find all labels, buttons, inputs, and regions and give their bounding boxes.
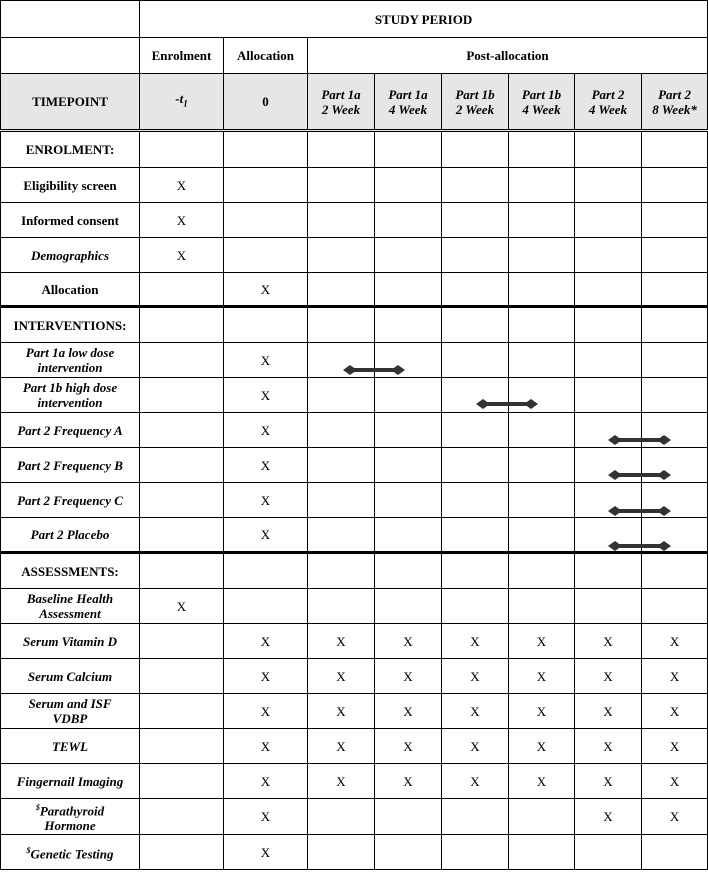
row-label: Part 1b high dose intervention <box>1 378 140 413</box>
schedule-cell <box>442 343 509 378</box>
schedule-cell: X <box>308 764 375 799</box>
schedule-cell <box>375 168 442 203</box>
schedule-cell <box>442 238 509 273</box>
schedule-cell <box>575 835 642 870</box>
schedule-cell <box>642 238 708 273</box>
schedule-cell <box>642 483 708 518</box>
row-label: Serum Calcium <box>1 659 140 694</box>
schedule-cell <box>308 378 375 413</box>
schedule-cell <box>575 238 642 273</box>
schedule-cell: X <box>575 694 642 729</box>
schedule-cell <box>442 378 509 413</box>
schedule-cell: X <box>575 624 642 659</box>
schedule-cell <box>308 448 375 483</box>
schedule-cell <box>575 343 642 378</box>
schedule-cell <box>224 203 308 238</box>
schedule-cell: X <box>224 343 308 378</box>
schedule-cell: X <box>509 764 575 799</box>
schedule-cell <box>642 203 708 238</box>
schedule-cell <box>442 518 509 553</box>
schedule-cell <box>509 835 575 870</box>
row-label: TEWL <box>1 729 140 764</box>
study-period-header: STUDY PERIOD <box>140 1 708 38</box>
schedule-cell <box>308 589 375 624</box>
schedule-cell: X <box>224 483 308 518</box>
schedule-cell: X <box>509 729 575 764</box>
schedule-row <box>1 799 708 835</box>
row-label: Baseline Health Assessment <box>1 589 140 624</box>
schedule-cell <box>442 413 509 448</box>
schedule-cell: X <box>224 378 308 413</box>
schedule-cell <box>140 483 224 518</box>
schedule-row <box>1 694 708 729</box>
schedule-cell: X <box>308 694 375 729</box>
row-label: Allocation <box>1 273 140 307</box>
section-label-interventions: INTERVENTIONS: <box>1 307 140 343</box>
schedule-cell <box>375 589 442 624</box>
schedule-cell <box>442 835 509 870</box>
schedule-cell <box>575 273 642 307</box>
schedule-cell: X <box>442 729 509 764</box>
schedule-cell <box>140 273 224 307</box>
schedule-cell: X <box>509 694 575 729</box>
schedule-cell: X <box>375 764 442 799</box>
schedule-cell: X <box>375 659 442 694</box>
schedule-row <box>1 729 708 764</box>
schedule-cell <box>509 448 575 483</box>
schedule-cell: X <box>442 694 509 729</box>
timepoint-visit: Part 2 8 Week* <box>642 74 708 131</box>
schedule-row <box>1 273 708 307</box>
schedule-cell <box>642 589 708 624</box>
schedule-cell <box>442 483 509 518</box>
schedule-cell: X <box>224 518 308 553</box>
schedule-cell: X <box>509 659 575 694</box>
schedule-cell: X <box>224 448 308 483</box>
timepoint-visit: Part 2 4 Week <box>575 74 642 131</box>
schedule-cell: X <box>224 799 308 835</box>
schedule-cell <box>140 378 224 413</box>
schedule-cell <box>140 343 224 378</box>
schedule-cell <box>442 799 509 835</box>
schedule-cell: X <box>224 835 308 870</box>
timepoint-allocation: 0 <box>224 74 308 131</box>
schedule-cell <box>308 238 375 273</box>
schedule-cell <box>375 483 442 518</box>
allocation-header: Allocation <box>224 38 308 74</box>
post-allocation-header: Post-allocation <box>308 38 708 74</box>
schedule-cell: X <box>575 764 642 799</box>
schedule-cell <box>575 168 642 203</box>
schedule-row <box>1 448 708 483</box>
schedule-cell <box>375 273 442 307</box>
timepoint-row <box>1 74 708 131</box>
schedule-cell: X <box>575 659 642 694</box>
row-label: Part 2 Placebo <box>1 518 140 553</box>
schedule-cell <box>308 273 375 307</box>
schedule-row <box>1 764 708 799</box>
schedule-row <box>1 413 708 448</box>
schedule-cell: X <box>224 624 308 659</box>
schedule-cell <box>140 448 224 483</box>
enrolment-header: Enrolment <box>140 38 224 74</box>
schedule-cell <box>642 413 708 448</box>
schedule-cell: X <box>308 659 375 694</box>
schedule-cell <box>509 343 575 378</box>
schedule-cell <box>642 518 708 553</box>
schedule-cell <box>509 238 575 273</box>
header-blank <box>1 38 140 74</box>
schedule-cell <box>509 378 575 413</box>
schedule-cell: X <box>642 729 708 764</box>
schedule-cell: X <box>224 413 308 448</box>
schedule-cell: X <box>642 764 708 799</box>
schedule-cell <box>140 624 224 659</box>
timepoint-label: TIMEPOINT <box>1 74 140 131</box>
row-label: $Parathyroid Hormone <box>1 799 140 835</box>
schedule-cell: X <box>224 273 308 307</box>
schedule-cell <box>642 378 708 413</box>
section-row-enrolment <box>1 131 708 168</box>
schedule-cell <box>375 518 442 553</box>
schedule-cell <box>442 589 509 624</box>
schedule-row <box>1 343 708 378</box>
schedule-cell <box>308 799 375 835</box>
header-blank <box>1 1 140 38</box>
schedule-cell: X <box>224 764 308 799</box>
schedule-cell <box>575 378 642 413</box>
schedule-cell <box>575 448 642 483</box>
schedule-cell <box>509 273 575 307</box>
row-label: Demographics <box>1 238 140 273</box>
schedule-cell <box>308 343 375 378</box>
schedule-cell <box>308 835 375 870</box>
timepoint-visit: Part 1a 4 Week <box>375 74 442 131</box>
schedule-cell: X <box>375 624 442 659</box>
schedule-cell <box>375 799 442 835</box>
schedule-cell: X <box>224 659 308 694</box>
row-label: Part 2 Frequency B <box>1 448 140 483</box>
schedule-cell: X <box>140 168 224 203</box>
schedule-cell <box>140 835 224 870</box>
schedule-cell <box>140 799 224 835</box>
schedule-row <box>1 203 708 238</box>
schedule-cell <box>140 413 224 448</box>
schedule-cell: X <box>575 799 642 835</box>
schedule-cell <box>375 238 442 273</box>
schedule-cell <box>442 448 509 483</box>
row-label: Serum and ISF VDBP <box>1 694 140 729</box>
schedule-cell <box>642 835 708 870</box>
timepoint-visit: Part 1b 4 Week <box>509 74 575 131</box>
row-label: Eligibility screen <box>1 168 140 203</box>
schedule-row <box>1 589 708 624</box>
schedule-row <box>1 378 708 413</box>
schedule-cell: X <box>140 238 224 273</box>
schedule-cell <box>224 589 308 624</box>
schedule-cell <box>509 168 575 203</box>
schedule-cell <box>642 343 708 378</box>
schedule-cell: X <box>642 659 708 694</box>
schedule-row <box>1 659 708 694</box>
schedule-row <box>1 624 708 659</box>
schedule-row <box>1 168 708 203</box>
schedule-cell: X <box>140 589 224 624</box>
schedule-row <box>1 238 708 273</box>
schedule-cell <box>140 764 224 799</box>
schedule-cell <box>642 168 708 203</box>
schedule-cell <box>375 413 442 448</box>
schedule-cell: X <box>642 799 708 835</box>
timepoint-visit: Part 1a 2 Week <box>308 74 375 131</box>
schedule-cell <box>308 518 375 553</box>
schedule-cell <box>224 238 308 273</box>
schedule-cell <box>442 168 509 203</box>
schedule-cell <box>509 483 575 518</box>
schedule-cell <box>140 659 224 694</box>
schedule-cell <box>575 413 642 448</box>
section-row-assessments <box>1 553 708 589</box>
schedule-cell: X <box>375 694 442 729</box>
row-label: Informed consent <box>1 203 140 238</box>
schedule-cell <box>442 273 509 307</box>
schedule-cell <box>308 203 375 238</box>
schedule-cell <box>140 694 224 729</box>
schedule-cell: X <box>442 764 509 799</box>
schedule-cell <box>509 203 575 238</box>
schedule-row <box>1 518 708 553</box>
schedule-cell <box>140 729 224 764</box>
schedule-cell: X <box>509 624 575 659</box>
schedule-cell <box>575 589 642 624</box>
schedule-cell <box>224 168 308 203</box>
row-label: Part 2 Frequency C <box>1 483 140 518</box>
schedule-cell <box>375 203 442 238</box>
schedule-cell: X <box>308 729 375 764</box>
section-row-interventions <box>1 307 708 343</box>
schedule-cell <box>642 273 708 307</box>
schedule-cell <box>509 413 575 448</box>
schedule-cell: X <box>224 729 308 764</box>
schedule-cell: X <box>224 694 308 729</box>
schedule-row <box>1 835 708 870</box>
schedule-cell <box>308 483 375 518</box>
row-label: $Genetic Testing <box>1 835 140 870</box>
timepoint-enrolment: $-t_1$ <box>140 74 224 131</box>
schedule-cell: X <box>642 624 708 659</box>
schedule-row <box>1 483 708 518</box>
schedule-cell <box>375 378 442 413</box>
schedule-cell <box>442 203 509 238</box>
schedule-cell <box>308 168 375 203</box>
schedule-cell <box>575 203 642 238</box>
schedule-cell: X <box>575 729 642 764</box>
schedule-cell <box>509 589 575 624</box>
schedule-cell: X <box>442 659 509 694</box>
schedule-cell: X <box>308 624 375 659</box>
header-row-phases <box>1 38 708 74</box>
schedule-cell: X <box>642 694 708 729</box>
section-label-assessments: ASSESSMENTS: <box>1 553 140 589</box>
schedule-cell <box>308 413 375 448</box>
schedule-cell <box>375 448 442 483</box>
timepoint-visit: Part 1b 2 Week <box>442 74 509 131</box>
schedule-cell: X <box>140 203 224 238</box>
row-label: Part 2 Frequency A <box>1 413 140 448</box>
schedule-cell: X <box>442 624 509 659</box>
schedule-cell <box>140 518 224 553</box>
schedule-cell <box>575 483 642 518</box>
schedule-cell <box>509 518 575 553</box>
schedule-cell <box>509 799 575 835</box>
schedule-cell <box>375 835 442 870</box>
section-label-enrolment: ENROLMENT: <box>1 131 140 168</box>
schedule-cell <box>642 448 708 483</box>
row-label: Fingernail Imaging <box>1 764 140 799</box>
schedule-cell <box>375 343 442 378</box>
schedule-cell: X <box>375 729 442 764</box>
schedule-cell <box>575 518 642 553</box>
row-label: Part 1a low dose intervention <box>1 343 140 378</box>
row-label: Serum Vitamin D <box>1 624 140 659</box>
header-row-study-period <box>1 1 708 38</box>
